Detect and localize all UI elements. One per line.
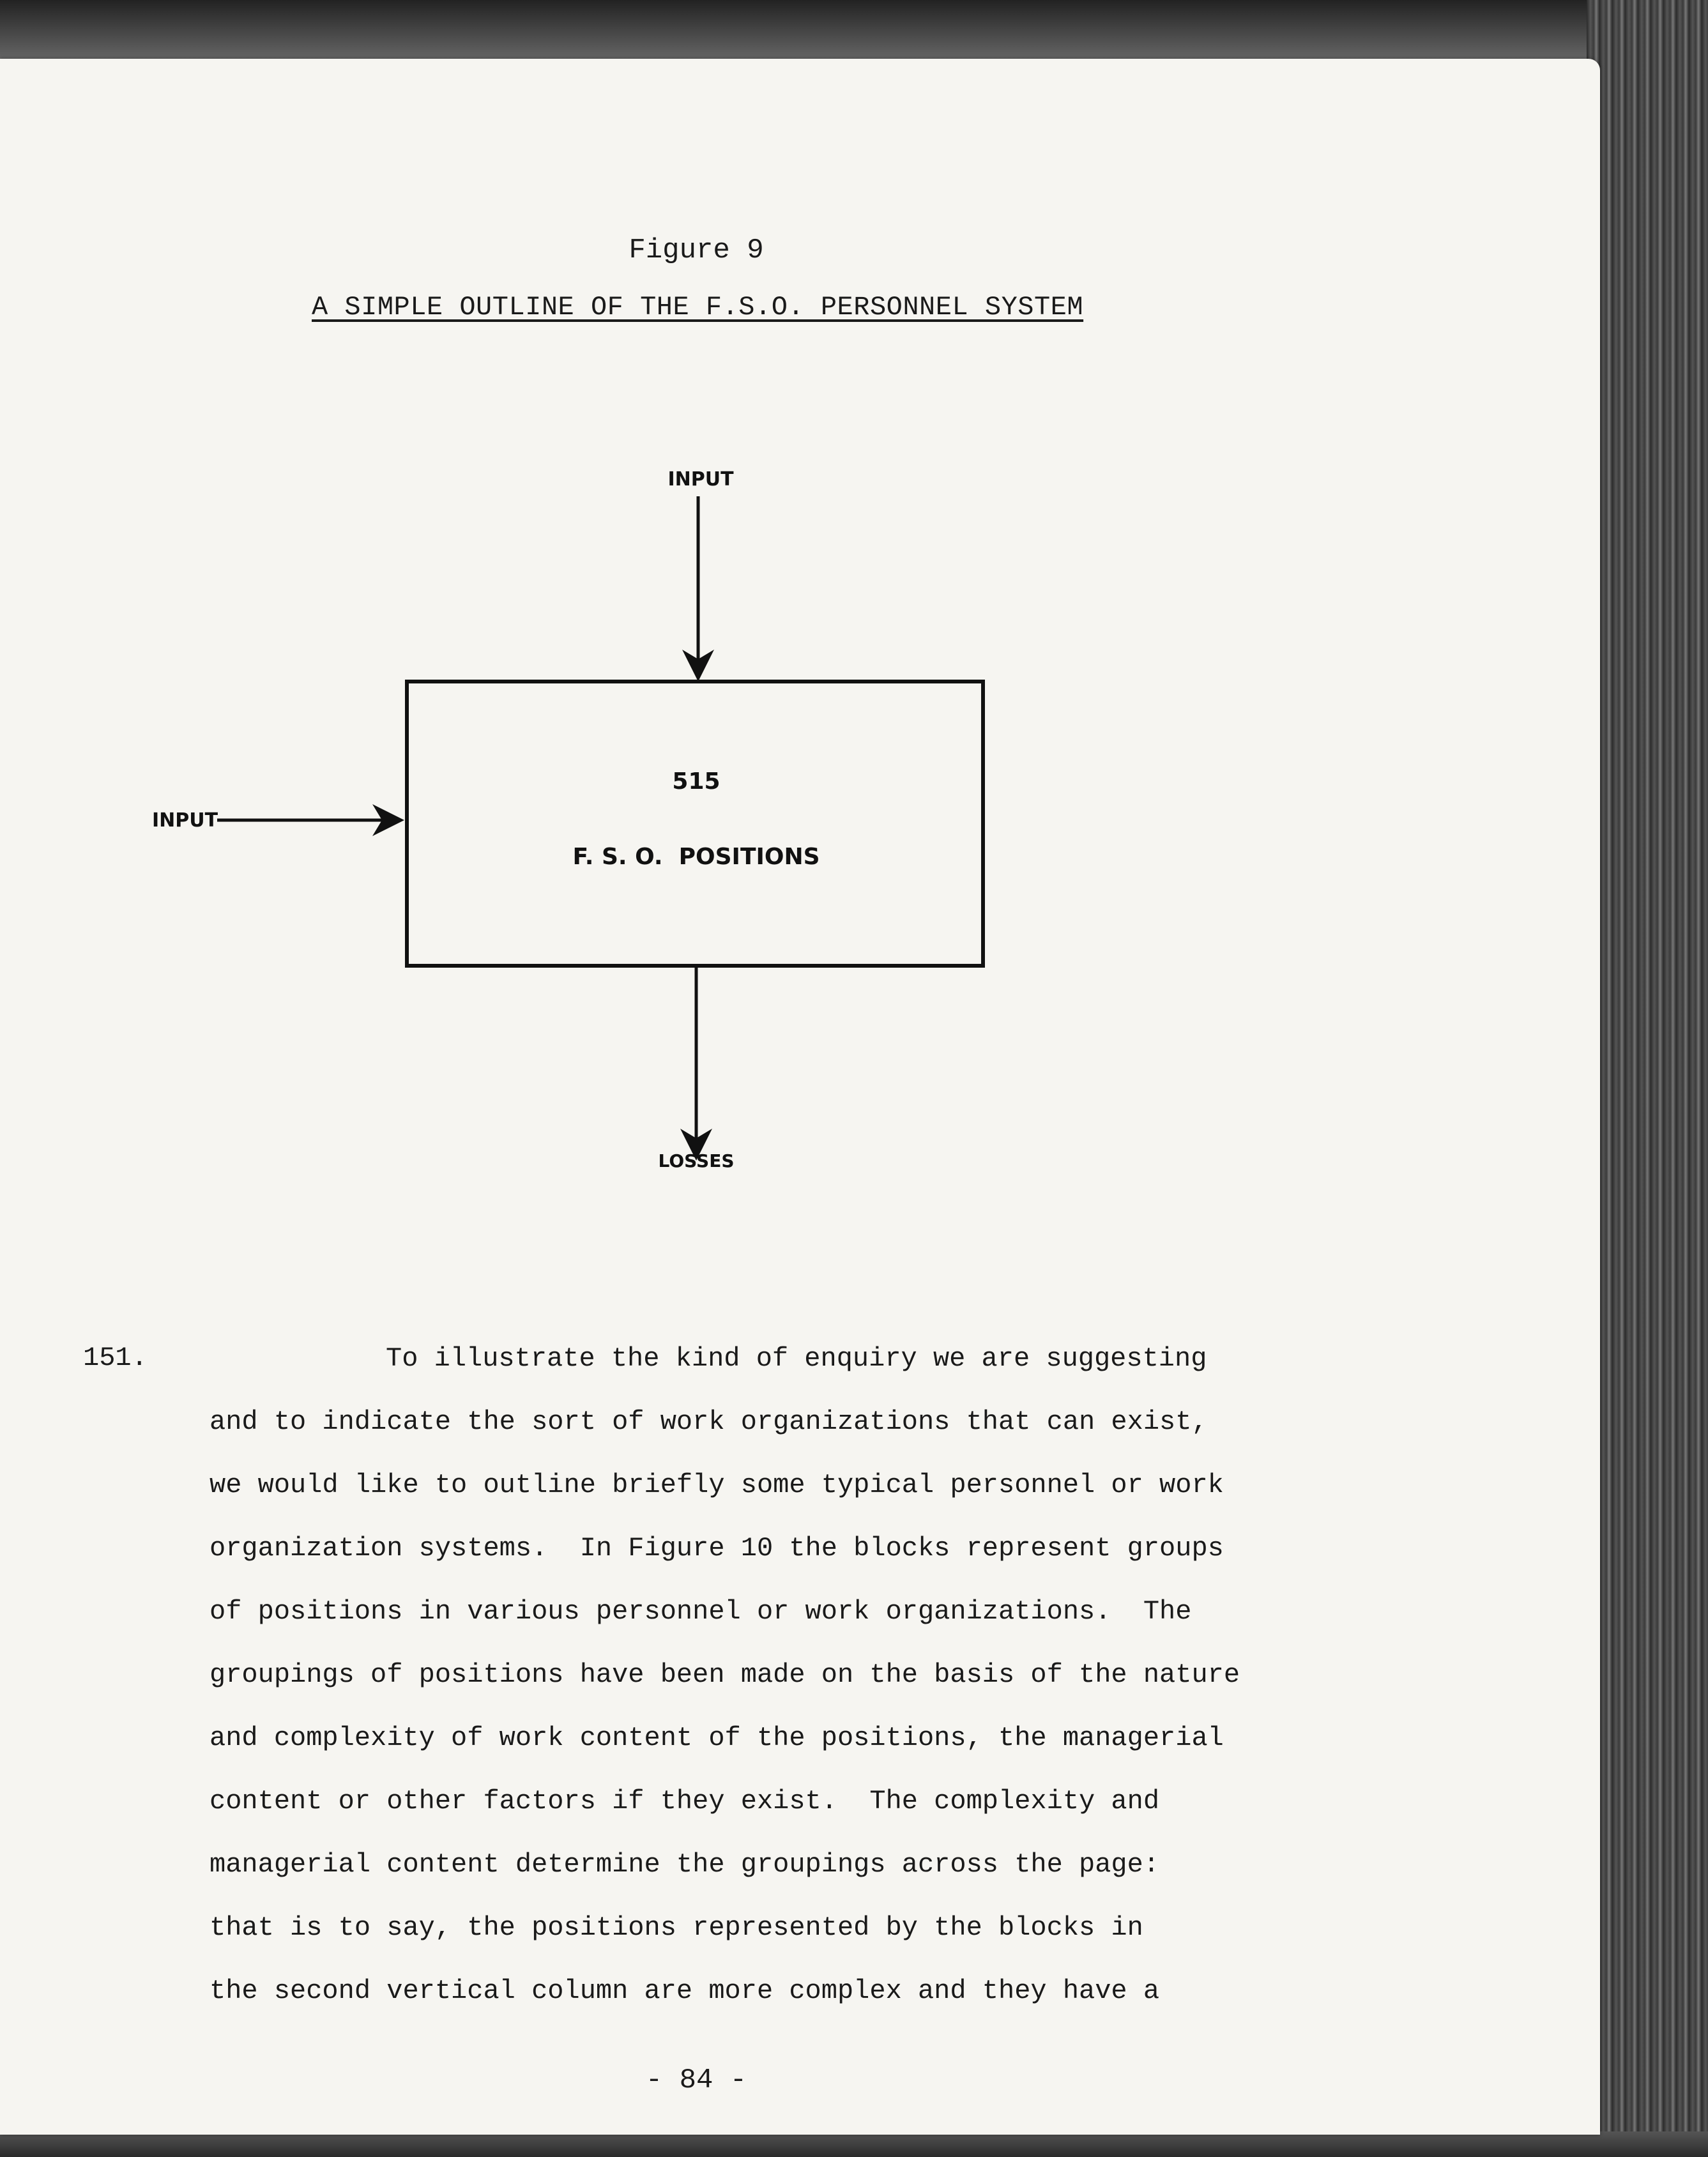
box-number: 515	[672, 768, 721, 795]
paragraph-line: and to indicate the sort of work organizations that can exist,	[210, 1406, 1208, 1437]
paragraph-line: content or other factors if they exist. The complexity and	[210, 1786, 1160, 1817]
page-number: - 84 -	[645, 2064, 747, 2096]
top-input-label: INPUT	[667, 468, 734, 491]
scan-border-bottom	[0, 2131, 1708, 2157]
fso-positions-box	[407, 682, 983, 966]
paragraph-number: 151.	[83, 1343, 148, 1373]
box-label: F. S. O. POSITIONS	[572, 844, 820, 870]
body-paragraph	[210, 1343, 1474, 2038]
paragraph-line: of positions in various personnel or work organizations. The	[210, 1596, 1192, 1627]
figure-label: Figure 9	[629, 234, 764, 266]
losses-label: LOSSES	[658, 1150, 735, 1171]
scan-border-top	[0, 0, 1708, 64]
paragraph-line: groupings of positions have been made on the basis of the nature	[210, 1659, 1240, 1690]
scan-border-right	[1587, 0, 1708, 2157]
paragraph-line: and complexity of work content of the positions, the managerial	[210, 1723, 1224, 1753]
document-page	[0, 59, 1600, 2135]
paragraph-line: managerial content determine the groupings across the page:	[210, 1849, 1160, 1880]
left-input-label: INPUT	[152, 809, 218, 832]
paragraph-line: that is to say, the positions represented by the blocks in	[210, 1912, 1143, 1943]
figure-title: A SIMPLE OUTLINE OF THE F.S.O. PERSONNEL SYSTEM	[312, 292, 1084, 323]
paragraph-line: we would like to outline briefly some typical personnel or work	[210, 1470, 1224, 1500]
paragraph-line: organization systems. In Figure 10 the blocks represent groups	[210, 1533, 1224, 1564]
paragraph-line: To illustrate the kind of enquiry we are suggesting	[386, 1343, 1207, 1374]
paragraph-line: the second vertical column are more complex and they have a	[210, 1976, 1160, 2006]
personnel-system-diagram	[0, 59, 1600, 1304]
